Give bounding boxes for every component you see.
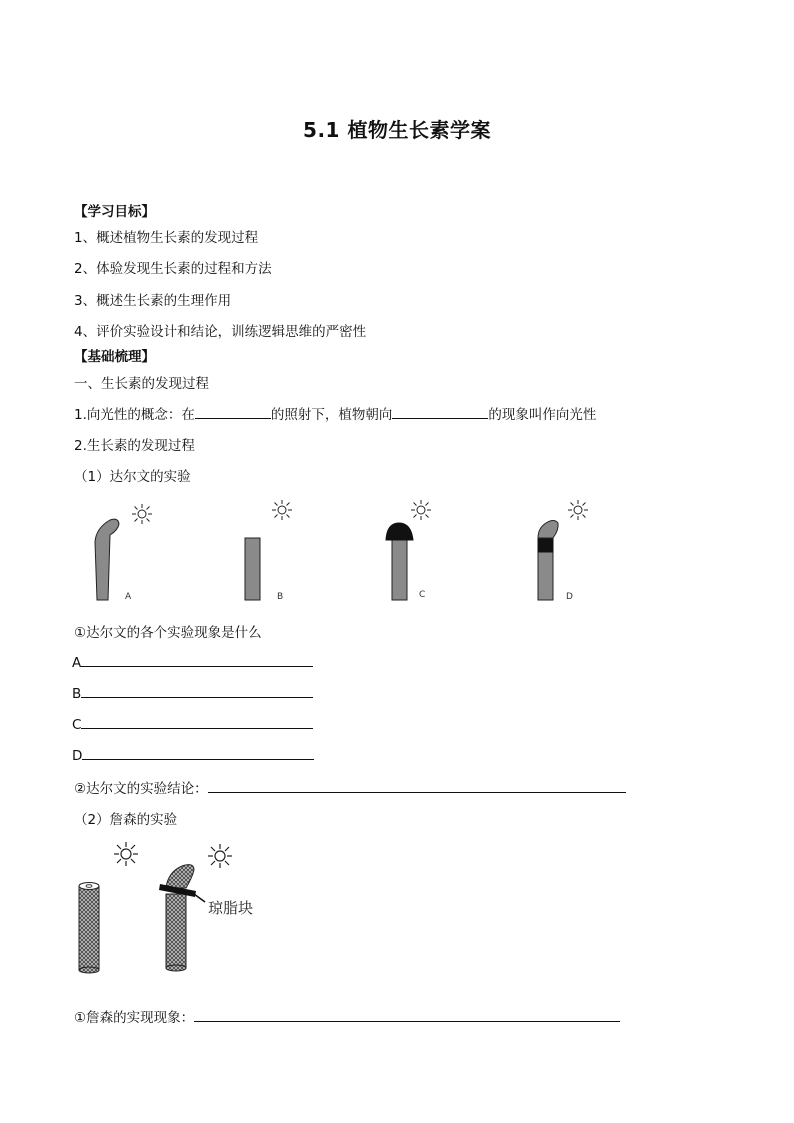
answer-label: B [72, 686, 82, 702]
figure-label-b: B [277, 592, 284, 602]
answer-blank[interactable] [392, 404, 488, 419]
sun-icon [208, 844, 232, 868]
goal-item: 4、评价实验设计和结论，训练逻辑思维的严密性 [74, 324, 367, 340]
goals-heading: 【学习目标】 [74, 204, 155, 220]
observation-label: ①詹森的实现现象： [74, 1010, 195, 1026]
answer-blank[interactable] [81, 652, 313, 667]
sentence-prefix: 1.向光性的概念：在 [74, 407, 195, 423]
darwin-experiment-figure [72, 490, 628, 610]
agar-coleoptile [159, 865, 205, 971]
figure-label-d: D [566, 592, 573, 602]
answer-blank[interactable] [195, 404, 271, 419]
sun-icon [114, 842, 138, 866]
answer-label: A [72, 655, 82, 671]
jensen-experiment-figure [70, 836, 270, 976]
darwin-question-1: ①达尔文的各个实验现象是什么 [74, 625, 262, 641]
figure-label-c: C [419, 590, 426, 600]
discovery-title: 2.生长素的发现过程 [74, 438, 195, 454]
answer-blank[interactable] [82, 745, 314, 760]
answer-blank[interactable] [194, 1007, 620, 1022]
answer-line-c [72, 714, 313, 733]
sentence-middle: 的照射下，植物朝向 [270, 407, 393, 423]
conclusion-label: ②达尔文的实验结论： [74, 781, 208, 797]
goal-item: 2、体验发现生长素的过程和方法 [74, 261, 272, 277]
darwin-conclusion [74, 777, 626, 797]
answer-line-b [72, 683, 313, 702]
jensen-observation [74, 1006, 620, 1026]
answer-label: D [72, 748, 83, 764]
darwin-heading: （1）达尔文的实验 [74, 469, 191, 485]
page-title: 5.1 植物生长素学案 [303, 118, 491, 142]
sentence-suffix: 的现象叫作向光性 [488, 407, 597, 423]
basics-heading: 【基础梳理】 [74, 349, 155, 365]
goal-item: 3、概述生长素的生理作用 [74, 293, 232, 309]
answer-label: C [72, 717, 82, 733]
goal-item: 1、概述植物生长素的发现过程 [74, 230, 259, 246]
answer-line-d [72, 745, 314, 764]
decapitated-coleoptile [79, 883, 99, 974]
subsection-title: 一、生长素的发现过程 [74, 376, 209, 392]
answer-blank[interactable] [208, 778, 626, 793]
jensen-heading: （2）詹森的实验 [74, 812, 178, 828]
phototropism-sentence [74, 403, 596, 423]
answer-blank[interactable] [81, 683, 313, 698]
agar-label: 琼脂块 [208, 899, 254, 917]
answer-blank[interactable] [81, 714, 313, 729]
figure-label-a: A [125, 592, 132, 602]
answer-line-a [72, 652, 313, 671]
